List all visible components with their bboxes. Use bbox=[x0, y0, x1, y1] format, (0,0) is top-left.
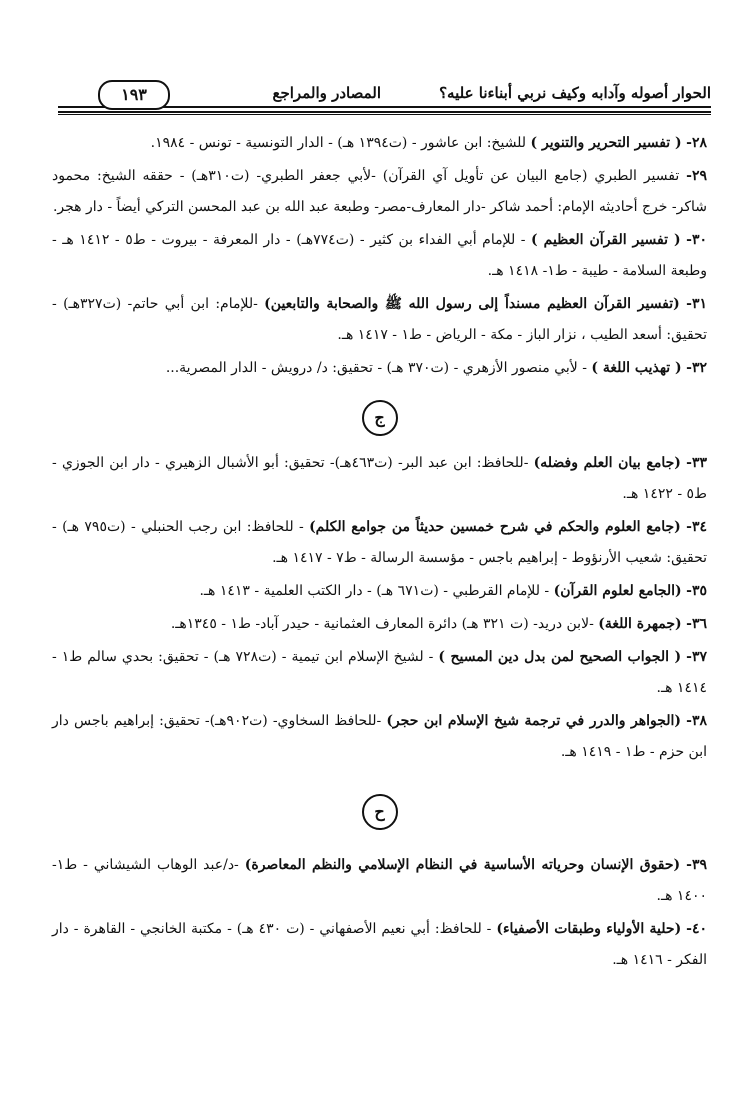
entry-title: (جمهرة اللغة) bbox=[598, 616, 682, 632]
entry-details: -د/عبد الوهاب الشيشاني - ط١- ١٤٠٠ هـ. bbox=[52, 857, 707, 904]
reference-entry bbox=[52, 353, 707, 384]
entry-number: ٣٥- bbox=[686, 583, 707, 599]
entry-number: ٢٩- bbox=[686, 168, 707, 184]
entry-number: ٣٨- bbox=[686, 713, 707, 729]
entry-details: -لابن دريد- (ت ٣٢١ هـ) دائرة المعارف العثمانية - حيدر آباد- ط١ - ١٣٤٥هـ. bbox=[170, 616, 599, 632]
entry-number: ٣٠- bbox=[686, 232, 708, 248]
entry-title: (الجامع لعلوم القرآن) bbox=[553, 583, 682, 599]
entry-number: ٣٤- bbox=[686, 519, 708, 535]
references-list bbox=[52, 128, 707, 978]
entry-title: (الجواهر والدرر في ترجمة شيخ الإسلام ابن حجر) bbox=[386, 713, 682, 729]
entry-details: للشيخ: ابن عاشور - (ت١٣٩٤ هـ) - الدار التونسية - تونس - ١٩٨٤. bbox=[150, 135, 531, 151]
entry-number: ٣٣- bbox=[686, 455, 707, 471]
reference-entry bbox=[52, 448, 707, 510]
entry-details: تفسير الطبري (جامع البيان عن تأويل آي القرآن) -لأبي جعفر الطبري- (ت٣١٠هـ) - حققه الشيخ: محمود شاكر- خرج أحاديثه الإمام: أحمد شاكر -دار المعارف-مصر- وطبعة عبد الله بن عبد المحسن التركي أيضاً - دار هجر. bbox=[52, 168, 707, 215]
entry-title: (حلية الأولياء وطبقات الأصفياء) bbox=[496, 921, 682, 937]
entry-title: (جامع العلوم والحكم في شرح خمسين حديثاً من جوامع الكلم) bbox=[309, 519, 681, 535]
entry-title: ( الجواب الصحيح لمن بدل دين المسيح ) bbox=[438, 649, 682, 665]
reference-entry bbox=[52, 576, 707, 607]
book-title: الحوار أصوله وآدابه وكيف نربي أبناءنا عليه؟ bbox=[439, 84, 711, 102]
entry-title: ( تهذيب اللغة ) bbox=[591, 360, 682, 376]
entry-number: ٣٩- bbox=[686, 857, 707, 873]
reference-entry bbox=[52, 225, 707, 287]
header-rule bbox=[58, 114, 711, 115]
reference-entry bbox=[52, 161, 707, 223]
entry-details: - للحافظ: ابن رجب الحنبلي - (ت٧٩٥ هـ) - تحقيق: شعيب الأرنؤوط - إبراهيم باجس - مؤسسة الرسالة - ط٧ - ١٤١٧ هـ. bbox=[52, 519, 707, 566]
entry-number: ٤٠- bbox=[686, 921, 707, 937]
entry-details: - لشيخ الإسلام ابن تيمية - (ت٧٢٨ هـ) - تحقيق: بحدي سالم ط١ - ١٤١٤ هـ. bbox=[52, 649, 707, 696]
entry-number: ٣٢- bbox=[686, 360, 707, 376]
reference-entry bbox=[52, 128, 707, 159]
letter-section-divider bbox=[52, 770, 707, 850]
entry-title: (حقوق الإنسان وحرياته الأساسية في النظام الإسلامي والنظم المعاصرة) bbox=[244, 857, 681, 873]
reference-entry bbox=[52, 850, 707, 912]
reference-entry bbox=[52, 914, 707, 976]
entry-details: - للإمام أبي الفداء بن كثير - (ت٧٧٤هـ) - دار المعرفة - بيروت - ط٥ - ١٤١٢ هـ - وطبعة السلامة - طيبة - ط١- ١٤١٨ هـ. bbox=[52, 232, 707, 279]
letter-haa-badge: ح bbox=[362, 794, 398, 830]
reference-entry bbox=[52, 289, 707, 351]
entry-details: -للإمام: ابن أبي حاتم- (ت٣٢٧هـ) - تحقيق: أسعد الطيب ، نزار الباز - مكة - الرياض - ط١ - ١٤١٧ هـ. bbox=[52, 296, 707, 343]
reference-entry bbox=[52, 642, 707, 704]
entry-title: ( تفسير القرآن العظيم ) bbox=[531, 232, 681, 248]
page-header bbox=[58, 80, 711, 116]
entry-title: (تفسير القرآن العظيم مسنداً إلى رسول الله ﷺ والصحابة والتابعين) bbox=[264, 296, 680, 312]
header-rule bbox=[58, 111, 711, 113]
page-number: ١٩٣ bbox=[98, 80, 170, 110]
letter-section-divider bbox=[52, 386, 707, 448]
entry-details: - للإمام القرطبي - (ت٦٧١ هـ) - دار الكتب العلمية - ١٤١٣ هـ. bbox=[199, 583, 554, 599]
entry-number: ٢٨- bbox=[686, 135, 707, 151]
entry-details: -للحافظ: ابن عبد البر- (ت٤٦٣هـ)- تحقيق: أبو الأشبال الزهيري - دار ابن الجوزي - ط٥ - ١٤٢٢ هـ. bbox=[52, 455, 707, 502]
entry-number: ٣١- bbox=[686, 296, 707, 312]
reference-entry bbox=[52, 706, 707, 768]
entry-title: ( تفسير التحرير والتنوير ) bbox=[530, 135, 682, 151]
entry-details: -للحافظ السخاوي- (ت٩٠٢هـ)- تحقيق: إبراهيم باجس دار ابن حزم - ط١ - ١٤١٩ هـ. bbox=[52, 713, 707, 760]
entry-number: ٣٧- bbox=[686, 649, 707, 665]
entry-title: (جامع بيان العلم وفضله) bbox=[533, 455, 681, 471]
section-title: المصادر والمراجع bbox=[272, 84, 381, 102]
reference-entry bbox=[52, 512, 707, 574]
entry-details: - لأبي منصور الأزهري - (ت٣٧٠ هـ) - تحقيق: د/ درويش - الدار المصرية... bbox=[165, 360, 592, 376]
entry-details: - للحافظ: أبي نعيم الأصفهاني - (ت ٤٣٠ هـ) - مكتبة الخانجي - القاهرة - دار الفكر - ١٤١٦ هـ. bbox=[52, 921, 707, 968]
reference-entry bbox=[52, 609, 707, 640]
letter-jeem-badge: ج bbox=[362, 400, 398, 436]
entry-number: ٣٦- bbox=[686, 616, 707, 632]
